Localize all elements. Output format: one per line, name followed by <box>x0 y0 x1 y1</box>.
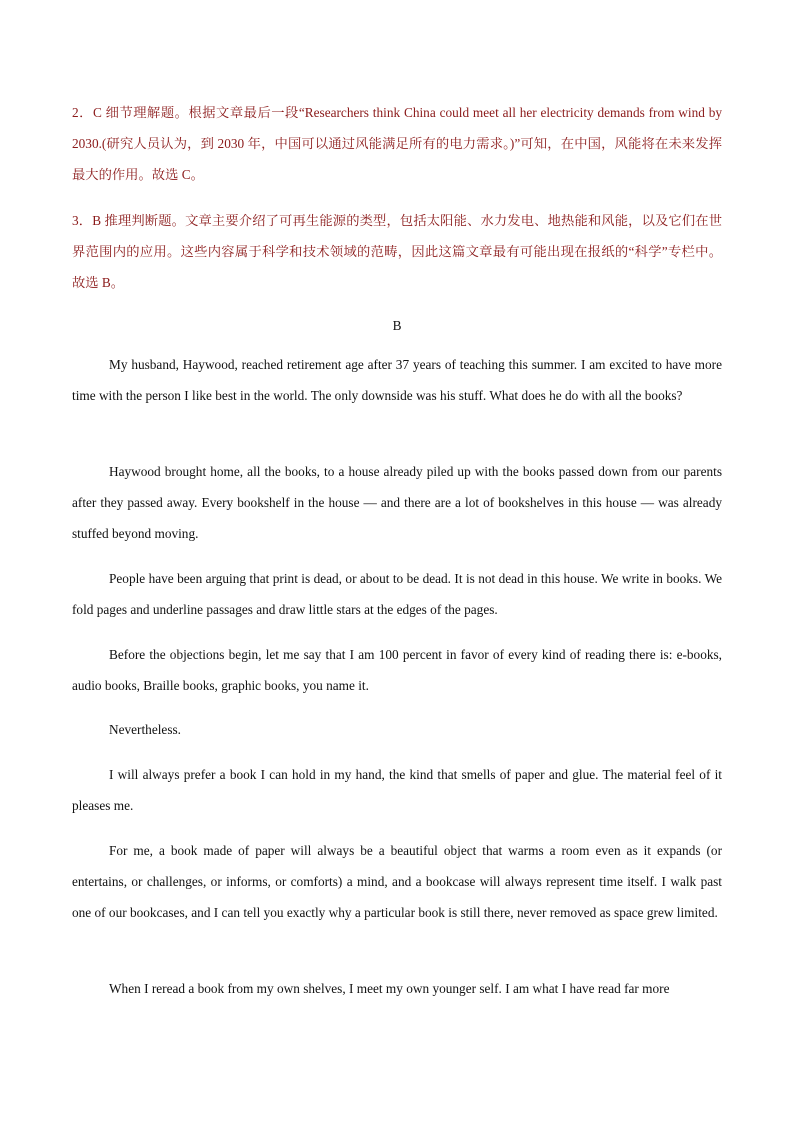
passage-paragraph-7: For me, a book made of paper will always be a beautiful object that warms a room even as it expands (or entertains, or challenges, or informs, or comforts) a mind, and a bookcase will always represent time itself. I walk past one of our bookcases, and I can tell you exactly why a particular book is still there, never removed as space grew limited. <box>72 843 722 920</box>
passage-paragraph-8: When I reread a book from my own shelves, I meet my own younger self. I am what I have read far more <box>109 981 670 996</box>
answer-explanation-2: 2．C 细节理解题。根据文章最后一段“Researchers think China could meet all her electricity demands from wind by 2030.(研究人员认为，到 2030 年，中国可以通过风能满足所有的电力需求。)”可知，在中国，风能将在未来发挥最大的作用。故选 C。 <box>72 105 722 182</box>
passage-paragraph-1: My husband, Haywood, reached retirement age after 37 years of teaching this summer. I am excited to have more time with the person I like best in the world. The only downside was his stuff. What does he do with all the books? <box>72 357 722 403</box>
section-label: B <box>392 318 402 333</box>
passage-paragraph-3: People have been arguing that print is dead, or about to be dead. It is not dead in this house. We write in books. We fold pages and underline passages and draw little stars at the edges of the pages. <box>72 571 722 617</box>
passage-paragraph-5: Nevertheless. <box>109 722 181 737</box>
passage-paragraph-4: Before the objections begin, let me say that I am 100 percent in favor of every kind of reading there is: e-books, audio books, Braille books, graphic books, you name it. <box>72 647 722 693</box>
passage-paragraph-2: Haywood brought home, all the books, to a house already piled up with the books passed down from our parents after they passed away. Every bookshelf in the house — and there are a lot of bookshelves in this house — was already stuffed beyond moving. <box>72 464 722 541</box>
answer-explanation-3: 3．B 推理判断题。文章主要介绍了可再生能源的类型，包括太阳能、水力发电、地热能和风能，以及它们在世界范围内的应用。这些内容属于科学和技术领域的范畴，因此这篇文章最有可能出现在报纸的“科学”专栏中。故选 B。 <box>72 213 722 290</box>
passage-paragraph-6: I will always prefer a book I can hold in my hand, the kind that smells of paper and glue. The material feel of it pleases me. <box>72 767 722 813</box>
